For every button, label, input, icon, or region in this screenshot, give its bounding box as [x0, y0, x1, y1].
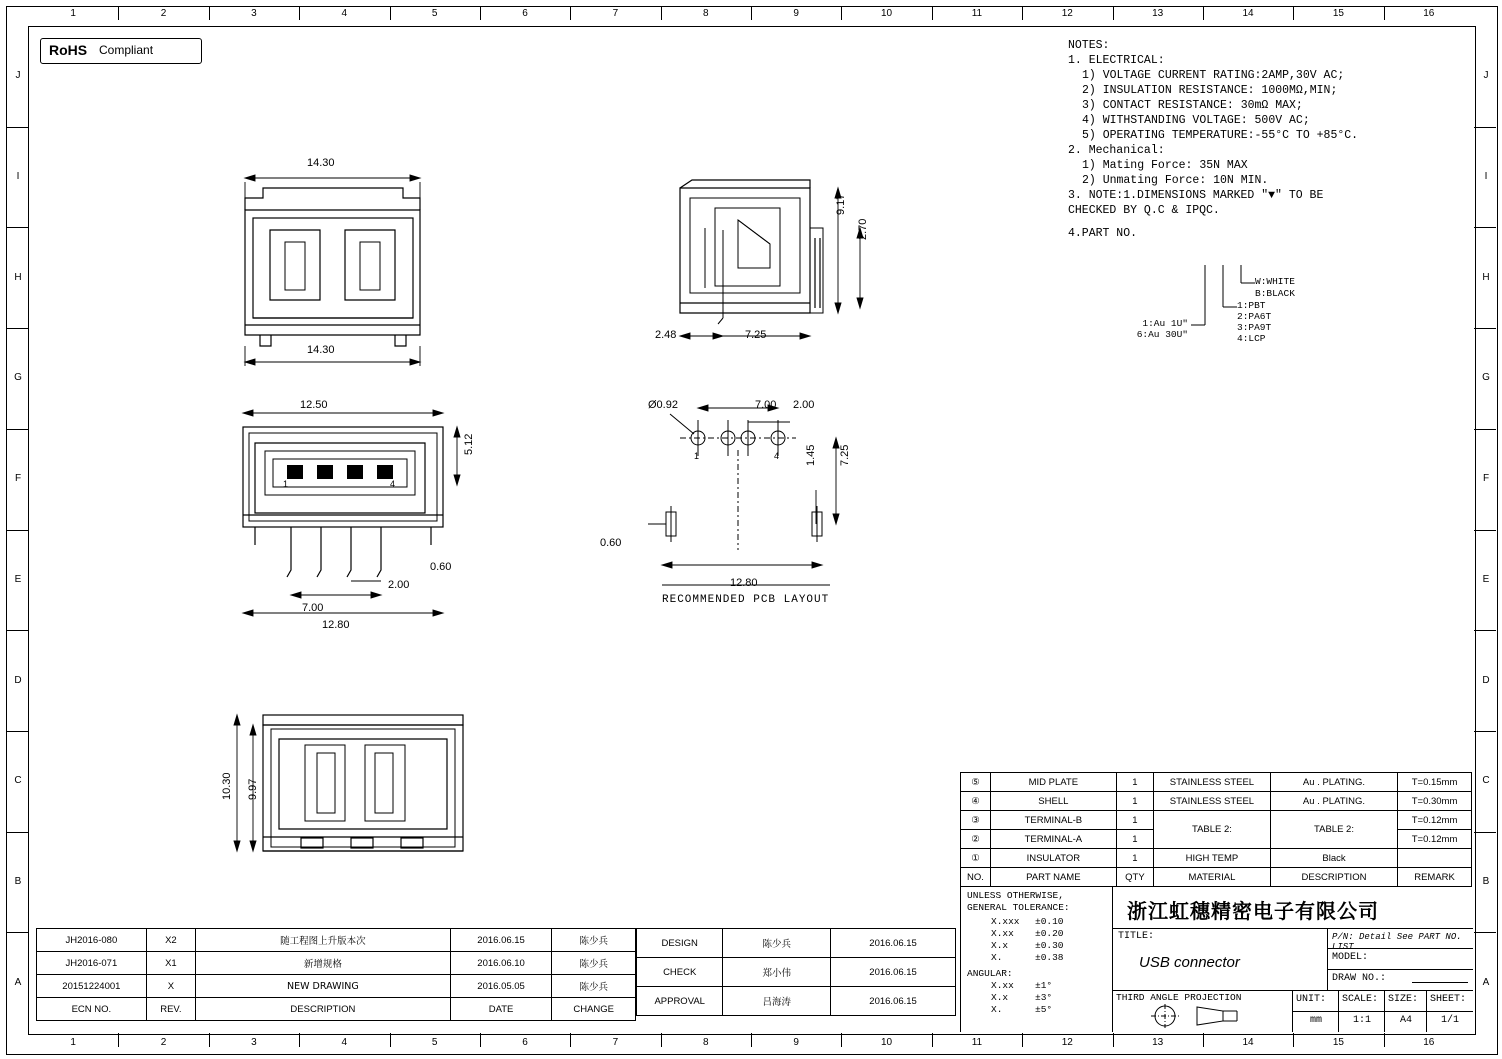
zone-col-1: 1 — [70, 1037, 76, 1048]
zone-col-3: 3 — [251, 8, 257, 19]
zone-col-6: 6 — [522, 8, 528, 19]
approval-cell: 2016.06.15 — [831, 929, 956, 958]
zone-tick — [390, 6, 391, 20]
revision-cell: 2016.06.15 — [450, 929, 552, 952]
tol-ang-2-value: ±5° — [1035, 1004, 1053, 1015]
scale-value: 1:1 — [1352, 1015, 1371, 1026]
zone-col-7: 7 — [612, 8, 619, 19]
drawno-label: DRAW NO.: — [1332, 973, 1387, 984]
approval-table — [636, 928, 956, 1016]
zone-tick — [1474, 127, 1496, 128]
revision-cell: 2016.05.05 — [450, 975, 552, 998]
revision-header-cell: REV. — [146, 998, 195, 1021]
zone-tick — [1293, 6, 1294, 20]
sheet-label: SHEET: — [1430, 994, 1467, 1005]
tol-lin-1-label: X.xx — [991, 928, 1014, 939]
zone-row-A: A — [1482, 976, 1490, 988]
parts-cell: T=0.30mm — [1398, 792, 1472, 811]
approval-cell: CHECK — [637, 958, 723, 987]
approval-cell: APPROVAL — [637, 987, 723, 1016]
legend-plating-1u: 1:Au 1U" — [1142, 318, 1188, 329]
note-item-7: 2. Mechanical: — [1068, 144, 1165, 157]
zone-tick — [6, 630, 28, 631]
top-view-drawing — [225, 395, 525, 645]
zone-tick — [480, 1033, 481, 1047]
zone-tick — [118, 6, 119, 20]
size-label-cell — [1384, 990, 1427, 1012]
pcb-dim-hole-dia: Ø0.92 — [648, 399, 678, 411]
legend-mat-lcp: 4:LCP — [1237, 333, 1266, 344]
title-cell — [1112, 928, 1328, 991]
zone-tick — [570, 6, 571, 20]
pcb-dim-200: 2.00 — [793, 399, 815, 411]
zone-tick — [1113, 1033, 1114, 1047]
zone-tick — [390, 1033, 391, 1047]
front-dim-top: 14.30 — [307, 157, 335, 169]
parts-cell: 1 — [1116, 849, 1153, 868]
tolerance-block — [960, 886, 1113, 1032]
zone-col-8: 8 — [703, 1037, 709, 1048]
zone-col-9: 9 — [793, 1037, 799, 1048]
zone-tick — [751, 6, 752, 20]
zone-tick — [570, 1033, 571, 1047]
zone-row-A: A — [14, 976, 22, 988]
size-value: A4 — [1399, 1015, 1412, 1026]
parts-cell: INSULATOR — [990, 849, 1116, 868]
scale-label: SCALE: — [1342, 994, 1379, 1005]
parts-cell: Au . PLATING. — [1270, 792, 1397, 811]
parts-cell: ① — [961, 849, 991, 868]
zone-tick — [118, 1033, 119, 1047]
tol-lin-0-label: X.xxx — [991, 916, 1020, 927]
revision-row — [37, 952, 636, 975]
zone-tick — [6, 328, 28, 329]
parts-cell: STAINLESS STEEL — [1154, 792, 1271, 811]
top-dim-700: 7.00 — [302, 602, 324, 614]
zone-col-1: 1 — [70, 8, 76, 19]
zone-col-14: 14 — [1242, 8, 1254, 19]
parts-cell: ④ — [961, 792, 991, 811]
note-item-6: 5) OPERATING TEMPERATURE:-55°C TO +85°C. — [1082, 129, 1359, 142]
front-dim-bottom: 14.30 — [307, 344, 335, 356]
zone-col-10: 10 — [881, 1037, 893, 1048]
zone-col-2: 2 — [160, 1037, 167, 1048]
zone-row-F: F — [1482, 473, 1490, 485]
zone-row-E: E — [1482, 573, 1490, 585]
zone-row-C: C — [14, 775, 22, 787]
projection-label: THIRD ANGLE PROJECTION — [1116, 992, 1242, 1003]
zone-tick — [1474, 429, 1496, 430]
title-block — [1112, 886, 1472, 1032]
parts-header-cell: NO. — [961, 868, 991, 887]
legend-mat-pbt: 1:PBT — [1237, 300, 1266, 311]
bottom-dim-997: 9.97 — [247, 778, 259, 800]
zone-tick — [6, 530, 28, 531]
parts-row — [961, 811, 1472, 830]
partno-material-legend — [1237, 300, 1271, 344]
top-dim-200: 2.00 — [388, 579, 410, 591]
zone-col-14: 14 — [1242, 1037, 1254, 1048]
revision-cell: NEW DRAWING — [196, 975, 451, 998]
title-value: USB connector — [1139, 954, 1240, 971]
zone-row-H: H — [14, 271, 22, 283]
note-item-2: 1) VOLTAGE CURRENT RATING:2AMP,30V AC; — [1082, 69, 1345, 82]
approval-cell: 吕海涛 — [723, 987, 831, 1016]
parts-header-cell: PART NAME — [990, 868, 1116, 887]
zone-row-G: G — [14, 372, 22, 384]
zone-tick — [1474, 227, 1496, 228]
zone-tick — [6, 227, 28, 228]
parts-header-row — [961, 868, 1472, 887]
zone-row-C: C — [1482, 775, 1490, 787]
zone-col-16: 16 — [1423, 1037, 1435, 1048]
zone-col-13: 13 — [1152, 8, 1164, 19]
partno-legend-leaders — [1095, 255, 1495, 375]
partno-color-legend — [1255, 276, 1295, 300]
zone-tick — [299, 1033, 300, 1047]
zone-tick — [1474, 530, 1496, 531]
side-dim-left: 2.48 — [655, 329, 677, 341]
tol-lin-3-value: ±0.38 — [1035, 952, 1064, 963]
tolerance-line1: UNLESS OTHERWISE, — [967, 890, 1064, 901]
part-number-label: P/N: Detail See PART NO. LIST — [1332, 932, 1462, 952]
revision-cell: 20151224001 — [37, 975, 147, 998]
legend-mat-pa6t: 2:PA6T — [1237, 311, 1272, 322]
zone-col-10: 10 — [881, 8, 893, 19]
zone-tick — [1474, 630, 1496, 631]
zone-col-12: 12 — [1061, 8, 1073, 19]
top-dim-1280: 12.80 — [322, 619, 350, 631]
revision-header-cell: ECN NO. — [37, 998, 147, 1021]
size-value-cell — [1384, 1011, 1427, 1032]
parts-cell: MID PLATE — [990, 773, 1116, 792]
zone-tick — [480, 6, 481, 20]
parts-cell: ② — [961, 830, 991, 849]
zone-tick — [1293, 1033, 1294, 1047]
parts-cell: STAINLESS STEEL — [1154, 773, 1271, 792]
zone-col-2: 2 — [160, 8, 167, 19]
zone-row-J: J — [15, 70, 21, 82]
zone-tick — [932, 1033, 933, 1047]
parts-cell: ③ — [961, 811, 991, 830]
zone-col-4: 4 — [341, 8, 348, 19]
unit-label-cell — [1292, 990, 1339, 1012]
tol-lin-0-value: ±0.10 — [1035, 916, 1064, 927]
zone-row-J: J — [1483, 70, 1489, 82]
zone-row-H: H — [1482, 271, 1490, 283]
revision-cell: 陈少兵 — [552, 952, 636, 975]
note-item-10: 3. NOTE:1.DIMENSIONS MARKED "▼" TO BE — [1068, 189, 1324, 202]
partno-plating-legend — [1098, 318, 1188, 340]
bottom-view-drawing — [245, 705, 525, 885]
tol-ang-2-label: X. — [991, 1004, 1003, 1015]
top-dim-060: 0.60 — [430, 561, 452, 573]
zone-tick — [209, 6, 210, 20]
parts-cell: T=0.12mm — [1398, 811, 1472, 830]
parts-cell — [1398, 849, 1472, 868]
tol-ang-0-value: ±1° — [1035, 980, 1053, 991]
zone-col-16: 16 — [1423, 8, 1435, 19]
zone-col-5: 5 — [431, 8, 438, 19]
zone-tick — [841, 1033, 842, 1047]
revision-cell: JH2016-080 — [37, 929, 147, 952]
zone-tick — [661, 1033, 662, 1047]
zone-col-6: 6 — [522, 1037, 528, 1048]
unit-label: UNIT: — [1296, 994, 1327, 1005]
approval-row — [637, 987, 956, 1016]
revision-header-cell: DESCRIPTION — [196, 998, 451, 1021]
parts-cell: TERMINAL-A — [990, 830, 1116, 849]
pcb-pin1-label: 1 — [694, 451, 700, 461]
parts-row — [961, 792, 1472, 811]
zone-tick — [6, 932, 28, 933]
revision-cell: X — [146, 975, 195, 998]
zone-tick — [299, 6, 300, 20]
approval-cell: DESIGN — [637, 929, 723, 958]
zone-tick — [1474, 832, 1496, 833]
pcb-dim-1280: 12.80 — [730, 577, 758, 589]
side-dim-thickness: 2.70 — [857, 218, 869, 240]
tol-lin-1-value: ±0.20 — [1035, 928, 1064, 939]
zone-tick — [751, 1033, 752, 1047]
parts-row — [961, 849, 1472, 868]
third-angle-projection-icon — [1127, 1004, 1297, 1032]
zone-col-7: 7 — [612, 1037, 619, 1048]
zone-row-B: B — [1482, 875, 1490, 887]
note-item-4: 3) CONTACT RESISTANCE: 30mΩ MAX; — [1082, 99, 1303, 112]
parts-cell: ⑤ — [961, 773, 991, 792]
revision-header-cell: DATE — [450, 998, 552, 1021]
tolerance-angular-label: ANGULAR: — [967, 968, 1013, 979]
sheet-label-cell — [1426, 990, 1473, 1012]
tol-lin-2-value: ±0.30 — [1035, 940, 1064, 951]
parts-cell: T=0.15mm — [1398, 773, 1472, 792]
approval-cell: 陈少兵 — [723, 929, 831, 958]
zone-row-D: D — [1482, 674, 1490, 686]
tol-lin-3-label: X. — [991, 952, 1003, 963]
zone-tick — [6, 127, 28, 128]
zone-tick — [6, 429, 28, 430]
zone-tick — [661, 6, 662, 20]
zone-row-D: D — [14, 674, 22, 686]
zone-row-E: E — [14, 573, 22, 585]
zone-col-12: 12 — [1061, 1037, 1073, 1048]
pcb-dim-060: 0.60 — [600, 537, 622, 549]
top-pin1-label: 1 — [283, 479, 289, 489]
notes-block — [1068, 38, 1468, 241]
company-name: 浙江虹穗精密电子有限公司 — [1127, 899, 1379, 923]
model-cell — [1327, 948, 1473, 970]
pcb-dim-700: 7.00 — [755, 399, 777, 411]
zone-col-11: 11 — [971, 8, 983, 19]
note-item-3: 2) INSULATION RESISTANCE: 1000MΩ,MIN; — [1082, 84, 1338, 97]
zone-row-G: G — [1482, 372, 1490, 384]
parts-cell: 1 — [1116, 792, 1153, 811]
tol-ang-1-value: ±3° — [1035, 992, 1053, 1003]
zone-tick — [932, 6, 933, 20]
approval-cell: 郑小伟 — [723, 958, 831, 987]
parts-cell: TABLE 2: — [1270, 811, 1397, 849]
zone-tick — [209, 1033, 210, 1047]
parts-cell: 1 — [1116, 830, 1153, 849]
size-label: SIZE: — [1388, 994, 1419, 1005]
zone-col-3: 3 — [251, 1037, 257, 1048]
zone-tick — [6, 832, 28, 833]
sheet-value: 1/1 — [1440, 1015, 1459, 1026]
drawno-cell — [1327, 969, 1473, 991]
rohs-label: RoHS — [49, 42, 88, 58]
legend-mat-pa9t: 3:PA9T — [1237, 322, 1272, 333]
zone-tick — [1474, 731, 1496, 732]
zone-tick — [6, 731, 28, 732]
zone-col-9: 9 — [793, 8, 799, 19]
zone-tick — [1474, 328, 1496, 329]
front-view-drawing — [225, 157, 525, 380]
revision-cell: 2016.06.10 — [450, 952, 552, 975]
zone-col-15: 15 — [1332, 8, 1344, 19]
side-view-drawing — [660, 168, 920, 348]
revision-row — [37, 975, 636, 998]
parts-cell: 1 — [1116, 811, 1153, 830]
approval-cell: 2016.06.15 — [831, 958, 956, 987]
legend-color-white: W:WHITE — [1255, 276, 1295, 287]
zone-tick — [1474, 932, 1496, 933]
unit-value: mm — [1309, 1015, 1322, 1026]
zone-tick — [1203, 1033, 1204, 1047]
tol-ang-0-label: X.xx — [991, 980, 1014, 991]
parts-cell: SHELL — [990, 792, 1116, 811]
company-name-cell — [1112, 886, 1473, 929]
note-item-9: 2) Unmating Force: 10N MIN. — [1082, 174, 1269, 187]
note-item-8: 1) Mating Force: 35N MAX — [1082, 159, 1248, 172]
legend-plating-30u: 6:Au 30U" — [1136, 329, 1188, 340]
zone-tick — [841, 6, 842, 20]
approval-cell: 2016.06.15 — [831, 987, 956, 1016]
revision-table — [36, 928, 636, 1021]
revision-cell: JH2016-071 — [37, 952, 147, 975]
pcb-dim-725: 7.25 — [839, 444, 851, 466]
scale-label-cell — [1338, 990, 1385, 1012]
zone-col-8: 8 — [703, 8, 709, 19]
parts-cell: 1 — [1116, 773, 1153, 792]
title-label: TITLE: — [1118, 931, 1155, 942]
side-dim-height: 9.17 — [835, 193, 847, 215]
zone-col-5: 5 — [431, 1037, 438, 1048]
parts-cell: Black — [1270, 849, 1397, 868]
zone-tick — [1113, 6, 1114, 20]
revision-cell: X1 — [146, 952, 195, 975]
zone-col-15: 15 — [1332, 1037, 1344, 1048]
zone-tick — [1203, 6, 1204, 20]
parts-row — [961, 773, 1472, 792]
tolerance-line2: GENERAL TOLERANCE: — [967, 902, 1070, 913]
parts-header-cell: MATERIAL — [1154, 868, 1271, 887]
revision-cell: 随工程图上升版本次 — [196, 929, 451, 952]
approval-row — [637, 929, 956, 958]
zone-tick — [1022, 1033, 1023, 1047]
parts-header-cell: QTY — [1116, 868, 1153, 887]
zone-row-F: F — [14, 473, 22, 485]
tol-ang-1-label: X.x — [991, 992, 1009, 1003]
parts-cell: TERMINAL-B — [990, 811, 1116, 830]
revision-cell: 新增规格 — [196, 952, 451, 975]
revision-header-cell: CHANGE — [552, 998, 636, 1021]
parts-cell: Au . PLATING. — [1270, 773, 1397, 792]
top-dim-depth: 5.12 — [463, 433, 475, 455]
pcb-pin4-label: 4 — [774, 451, 780, 461]
parts-cell: TABLE 2: — [1154, 811, 1271, 849]
revision-header-row — [37, 998, 636, 1021]
bottom-dim-1030: 10.30 — [221, 772, 233, 800]
zone-row-I: I — [16, 171, 20, 183]
revision-row — [37, 929, 636, 952]
zone-tick — [1022, 6, 1023, 20]
notes-heading: NOTES: — [1068, 39, 1110, 52]
revision-cell: 陈少兵 — [552, 975, 636, 998]
zone-col-13: 13 — [1152, 1037, 1164, 1048]
parts-cell: T=0.12mm — [1398, 830, 1472, 849]
approval-row — [637, 958, 956, 987]
parts-list-table — [960, 772, 1472, 887]
top-pin4-label: 4 — [390, 479, 396, 489]
parts-cell: HIGH TEMP — [1154, 849, 1271, 868]
model-label: MODEL: — [1332, 952, 1369, 963]
note-item-1: 1. ELECTRICAL: — [1068, 54, 1165, 67]
revision-cell: 陈少兵 — [552, 929, 636, 952]
revision-cell: X2 — [146, 929, 195, 952]
part-number-cell — [1327, 928, 1473, 952]
note-item-12: 4.PART NO. — [1068, 227, 1138, 240]
zone-row-B: B — [14, 875, 22, 887]
zone-tick — [1384, 1033, 1385, 1047]
rohs-compliant-label: Compliant — [99, 43, 154, 57]
note-item-11: CHECKED BY Q.C & IPQC. — [1068, 204, 1220, 217]
unit-value-cell — [1292, 1011, 1339, 1032]
projection-cell — [1112, 990, 1293, 1032]
parts-header-cell: REMARK — [1398, 868, 1472, 887]
note-item-5: 4) WITHSTANDING VOLTAGE: 500V AC; — [1082, 114, 1310, 127]
legend-color-black: B:BLACK — [1255, 288, 1295, 299]
top-dim-width: 12.50 — [300, 399, 328, 411]
pcb-dim-145: 1.45 — [805, 444, 817, 466]
parts-header-cell: DESCRIPTION — [1270, 868, 1397, 887]
tol-lin-2-label: X.x — [991, 940, 1009, 951]
sheet-value-cell — [1426, 1011, 1473, 1032]
rohs-badge — [40, 38, 202, 64]
zone-col-11: 11 — [971, 1037, 983, 1048]
side-dim-right: 7.25 — [745, 329, 767, 341]
scale-value-cell — [1338, 1011, 1385, 1032]
pcb-layout-title: RECOMMENDED PCB LAYOUT — [662, 594, 830, 606]
pcb-layout-drawing — [640, 390, 940, 620]
zone-col-4: 4 — [341, 1037, 348, 1048]
zone-row-I: I — [1484, 171, 1488, 183]
zone-tick — [1384, 6, 1385, 20]
